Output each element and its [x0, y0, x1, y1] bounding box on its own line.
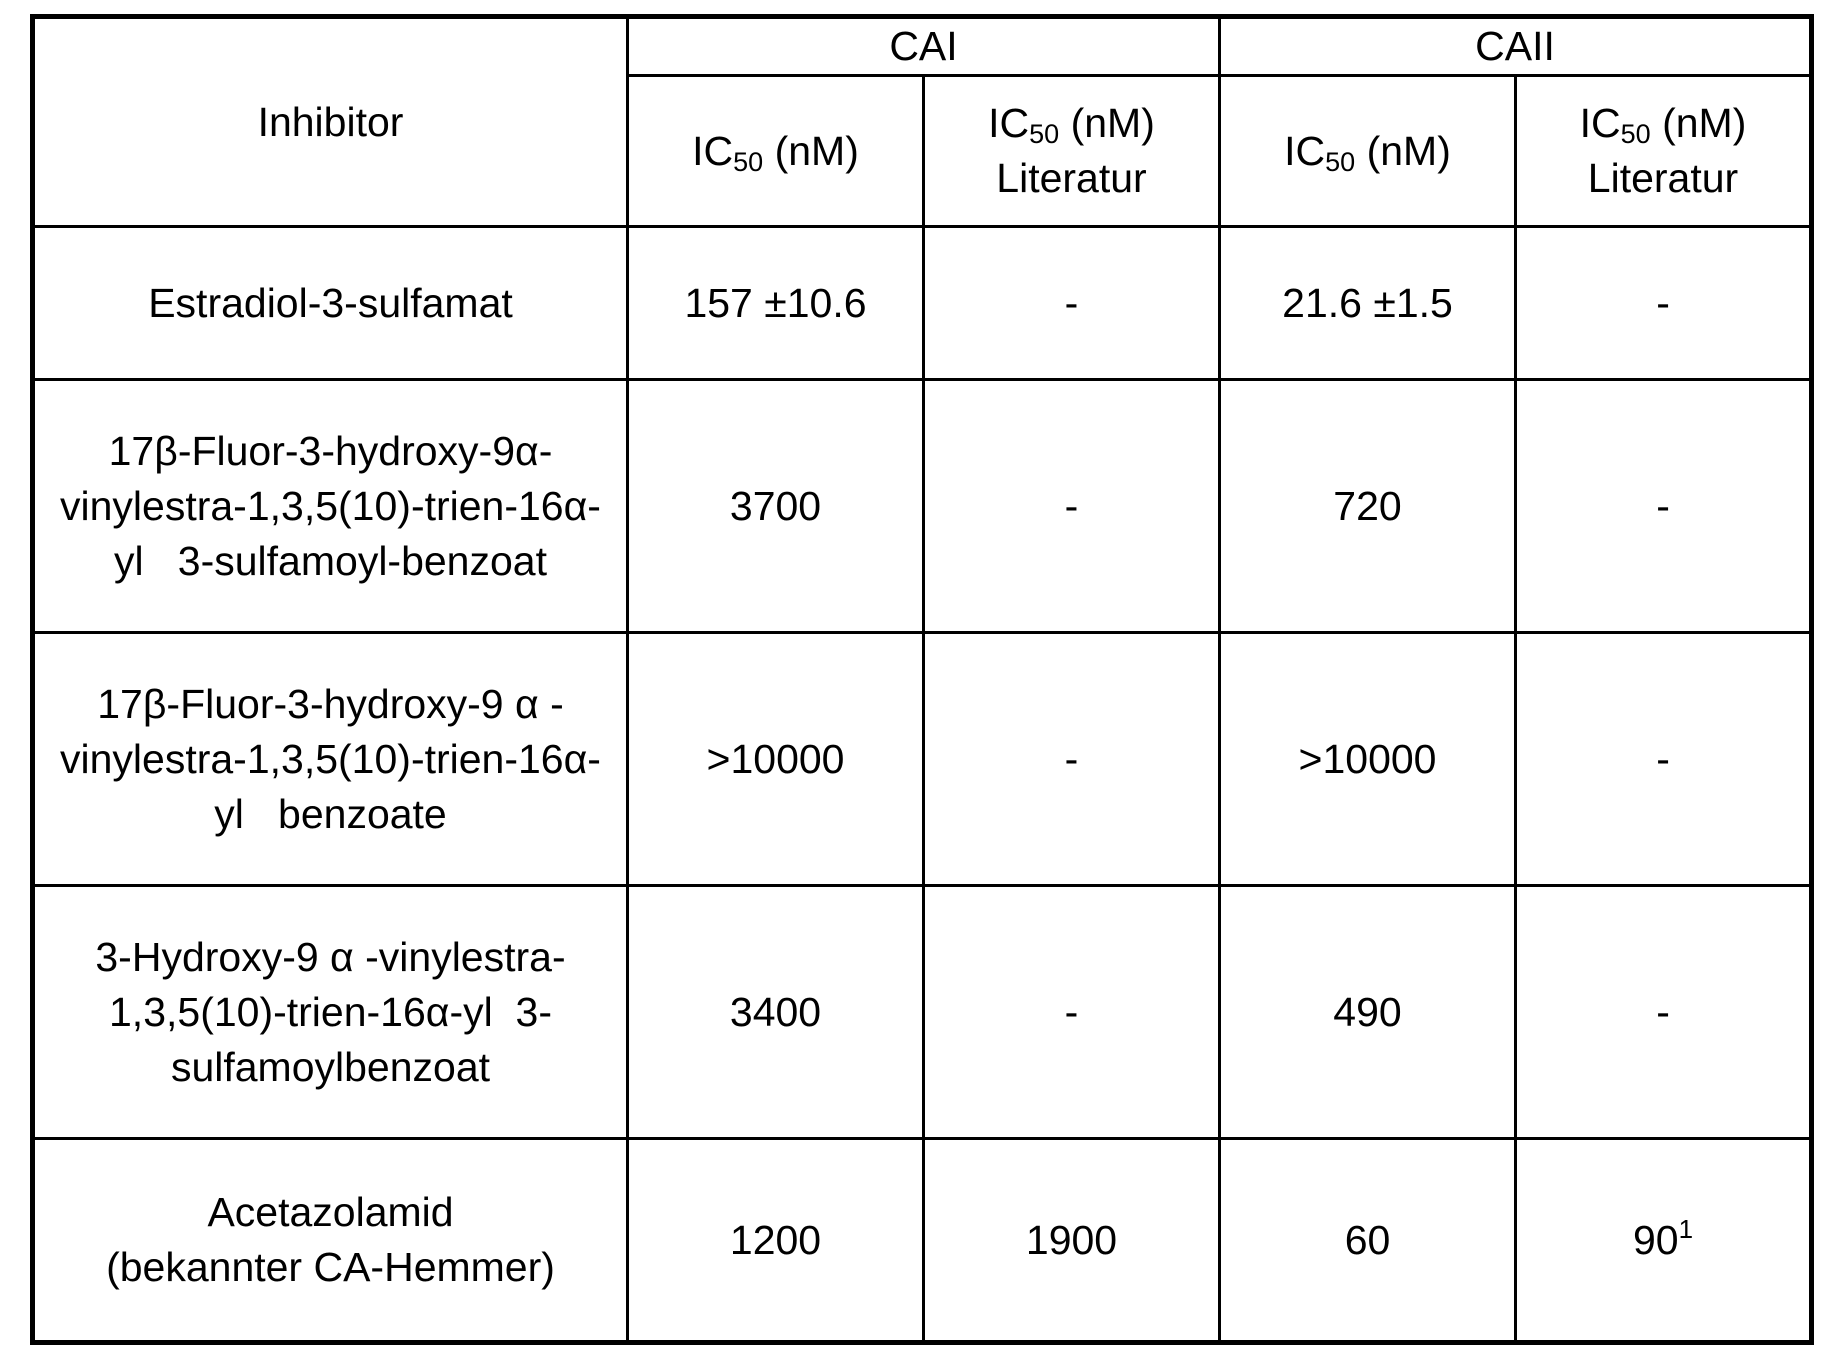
inhibitor-name-line: (bekannter CA-Hemmer)	[106, 1244, 555, 1290]
inhibitor-name-line: yl 3-sulfamoyl-benzoat	[114, 537, 547, 584]
group-header-caii: CAII	[1220, 17, 1812, 76]
caii-literature-value	[1516, 633, 1812, 886]
group-header-cai: CAI	[628, 17, 1220, 76]
ic50-subscript: 50	[1325, 146, 1356, 177]
ic50-subscript: 50	[733, 146, 764, 177]
inhibitor-name	[33, 380, 628, 633]
caii-ic50-value: 490	[1220, 886, 1516, 1139]
inhibitor-name	[33, 633, 628, 886]
ic50-table	[30, 14, 1814, 1345]
cai-literature-value: -	[924, 380, 1220, 633]
ic50-subscript: 50	[1029, 119, 1060, 149]
ic50-prefix: IC	[1579, 100, 1621, 146]
cai-literature-value: -	[924, 633, 1220, 886]
inhibitor-name-line: 3-Hydroxy-9 α -vinylestra-	[95, 933, 566, 980]
inhibitor-name	[33, 227, 628, 380]
cai-ic50-value: 3400	[628, 886, 924, 1139]
ic50-prefix: IC	[988, 100, 1030, 146]
caii-literature-number: 90	[1632, 1216, 1679, 1263]
caii-literature-value	[1516, 380, 1812, 633]
caii-ic50-value: 720	[1220, 380, 1516, 633]
inhibitor-name-line: vinylestra-1,3,5(10)-trien-16α-	[60, 735, 601, 782]
ic50-suffix: (nM)	[1355, 127, 1451, 174]
inhibitor-name-line: Estradiol-3-sulfamat	[148, 279, 513, 326]
subheader-caii-literature	[1516, 76, 1812, 227]
ic50-prefix: IC	[1284, 127, 1326, 174]
caii-literature-number: -	[1656, 735, 1670, 782]
inhibitor-name-line: 1,3,5(10)-trien-16α-yl 3-	[109, 988, 552, 1035]
literature-label: Literatur	[1587, 155, 1739, 201]
header-row-groups	[33, 17, 1812, 76]
caii-ic50-value: 21.6 ±1.5	[1220, 227, 1516, 380]
cai-literature-value: -	[924, 886, 1220, 1139]
cai-literature-value: -	[924, 227, 1220, 380]
table-row	[33, 380, 1812, 633]
ic50-prefix: IC	[692, 127, 734, 174]
cai-ic50-value: 157 ±10.6	[628, 227, 924, 380]
ic50-suffix: (nM)	[1059, 100, 1155, 146]
caii-literature-number: -	[1656, 988, 1670, 1035]
caii-literature-value	[1516, 886, 1812, 1139]
caii-literature-value	[1516, 227, 1812, 380]
cai-literature-value: 1900	[924, 1139, 1220, 1343]
cai-ic50-value: 3700	[628, 380, 924, 633]
inhibitor-name-line: yl benzoate	[214, 790, 447, 837]
ic50-suffix: (nM)	[1650, 100, 1747, 146]
inhibitor-name-line: vinylestra-1,3,5(10)-trien-16α-	[60, 482, 601, 529]
literature-label: Literatur	[996, 155, 1147, 201]
caii-literature-number: -	[1656, 482, 1670, 529]
inhibitor-name	[33, 886, 628, 1139]
table-row	[33, 227, 1812, 380]
subheader-caii-ic50	[1220, 76, 1516, 227]
subheader-cai-literature	[924, 76, 1220, 227]
inhibitor-name-line: 17β-Fluor-3-hydroxy-9α-	[108, 427, 553, 474]
caii-literature-number: -	[1656, 279, 1670, 326]
inhibitor-header: Inhibitor	[33, 17, 628, 227]
subheader-cai-ic50	[628, 76, 924, 227]
table-row	[33, 886, 1812, 1139]
table-row	[33, 633, 1812, 886]
caii-ic50-value: >10000	[1220, 633, 1516, 886]
caii-ic50-value: 60	[1220, 1139, 1516, 1343]
inhibitor-name-line: sulfamoylbenzoat	[170, 1043, 491, 1090]
inhibitor-name-line: 17β-Fluor-3-hydroxy-9 α -	[97, 680, 564, 727]
footnote-marker: 1	[1678, 1213, 1694, 1244]
cai-ic50-value: >10000	[628, 633, 924, 886]
inhibitor-name-line: Acetazolamid	[207, 1189, 454, 1235]
caii-literature-value	[1516, 1139, 1812, 1343]
inhibitor-name	[33, 1139, 628, 1343]
ic50-subscript: 50	[1620, 119, 1651, 149]
table-row	[33, 1139, 1812, 1343]
cai-ic50-value: 1200	[628, 1139, 924, 1343]
ic50-suffix: (nM)	[763, 127, 859, 174]
